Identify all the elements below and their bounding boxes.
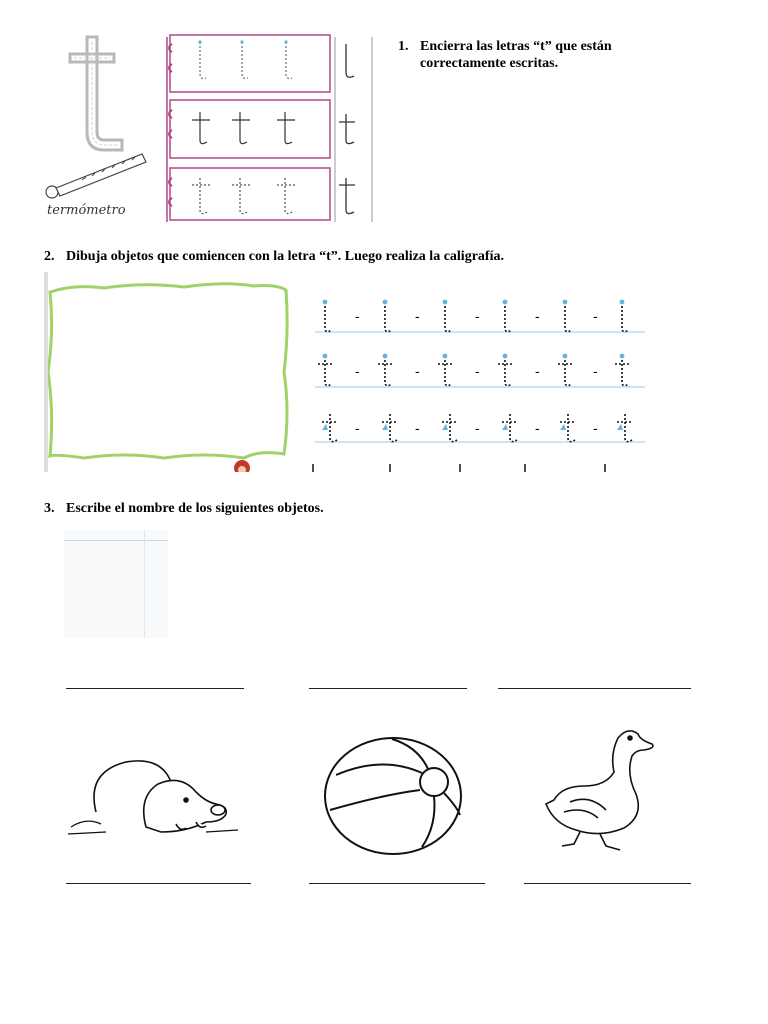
beach-ball-icon <box>322 735 464 857</box>
thermometer-icon <box>46 154 146 198</box>
separator: - <box>593 420 598 436</box>
calligraphy-practice <box>310 292 650 472</box>
separator: - <box>535 363 540 379</box>
separator: - <box>475 363 480 379</box>
letter-t-practice-sheet <box>42 32 377 222</box>
exercise2-instruction <box>44 248 744 265</box>
exercise2-number: 2. <box>44 249 55 264</box>
tracing-card-1 <box>169 35 330 92</box>
separator: - <box>415 420 420 436</box>
exercise2-text: Dibuja objetos que comiencen con la letra “t”. Luego realiza la caligrafía. <box>66 249 504 264</box>
answer-line-4[interactable] <box>66 883 251 884</box>
answer-line-1[interactable] <box>66 688 244 689</box>
tracing-card-3 <box>169 168 330 220</box>
answer-line-5[interactable] <box>309 883 485 884</box>
exercise3-number: 3. <box>44 501 55 516</box>
exercise1-text-line2: correctamente escritas. <box>420 56 559 71</box>
answer-line-2[interactable] <box>309 688 467 689</box>
exercise1-illustration <box>42 32 377 222</box>
thermometer-caption: termómetro <box>47 203 126 218</box>
separator: - <box>415 363 420 379</box>
duck-icon <box>540 724 664 852</box>
exercise1-text-line1: Encierra las letras “t” que están <box>420 39 612 54</box>
ball-drawing <box>322 735 464 857</box>
answer-line-3[interactable] <box>498 688 691 689</box>
separator: - <box>415 308 420 324</box>
separator: - <box>593 363 598 379</box>
exercise1-number: 1. <box>398 39 409 54</box>
duck-drawing <box>540 724 664 852</box>
answer-line-6[interactable] <box>524 883 691 884</box>
separator: - <box>475 308 480 324</box>
exercise3-instruction <box>44 500 744 517</box>
separator: - <box>535 420 540 436</box>
drawing-frame <box>44 272 296 472</box>
separator: - <box>535 308 540 324</box>
faint-image-placeholder <box>64 530 168 638</box>
separator: - <box>593 308 598 324</box>
mole-drawing <box>66 752 241 840</box>
drawing-area[interactable] <box>44 272 296 472</box>
exercise1-instruction <box>398 38 698 72</box>
separator: - <box>355 420 360 436</box>
separator: - <box>475 420 480 436</box>
mole-icon <box>66 752 241 840</box>
separator: - <box>355 308 360 324</box>
exercise3-text: Escribe el nombre de los siguientes objetos. <box>66 501 324 516</box>
tracing-card-2 <box>169 100 330 158</box>
big-letter-t-icon <box>70 37 122 150</box>
girl-character-icon <box>234 460 250 472</box>
separator: - <box>355 363 360 379</box>
